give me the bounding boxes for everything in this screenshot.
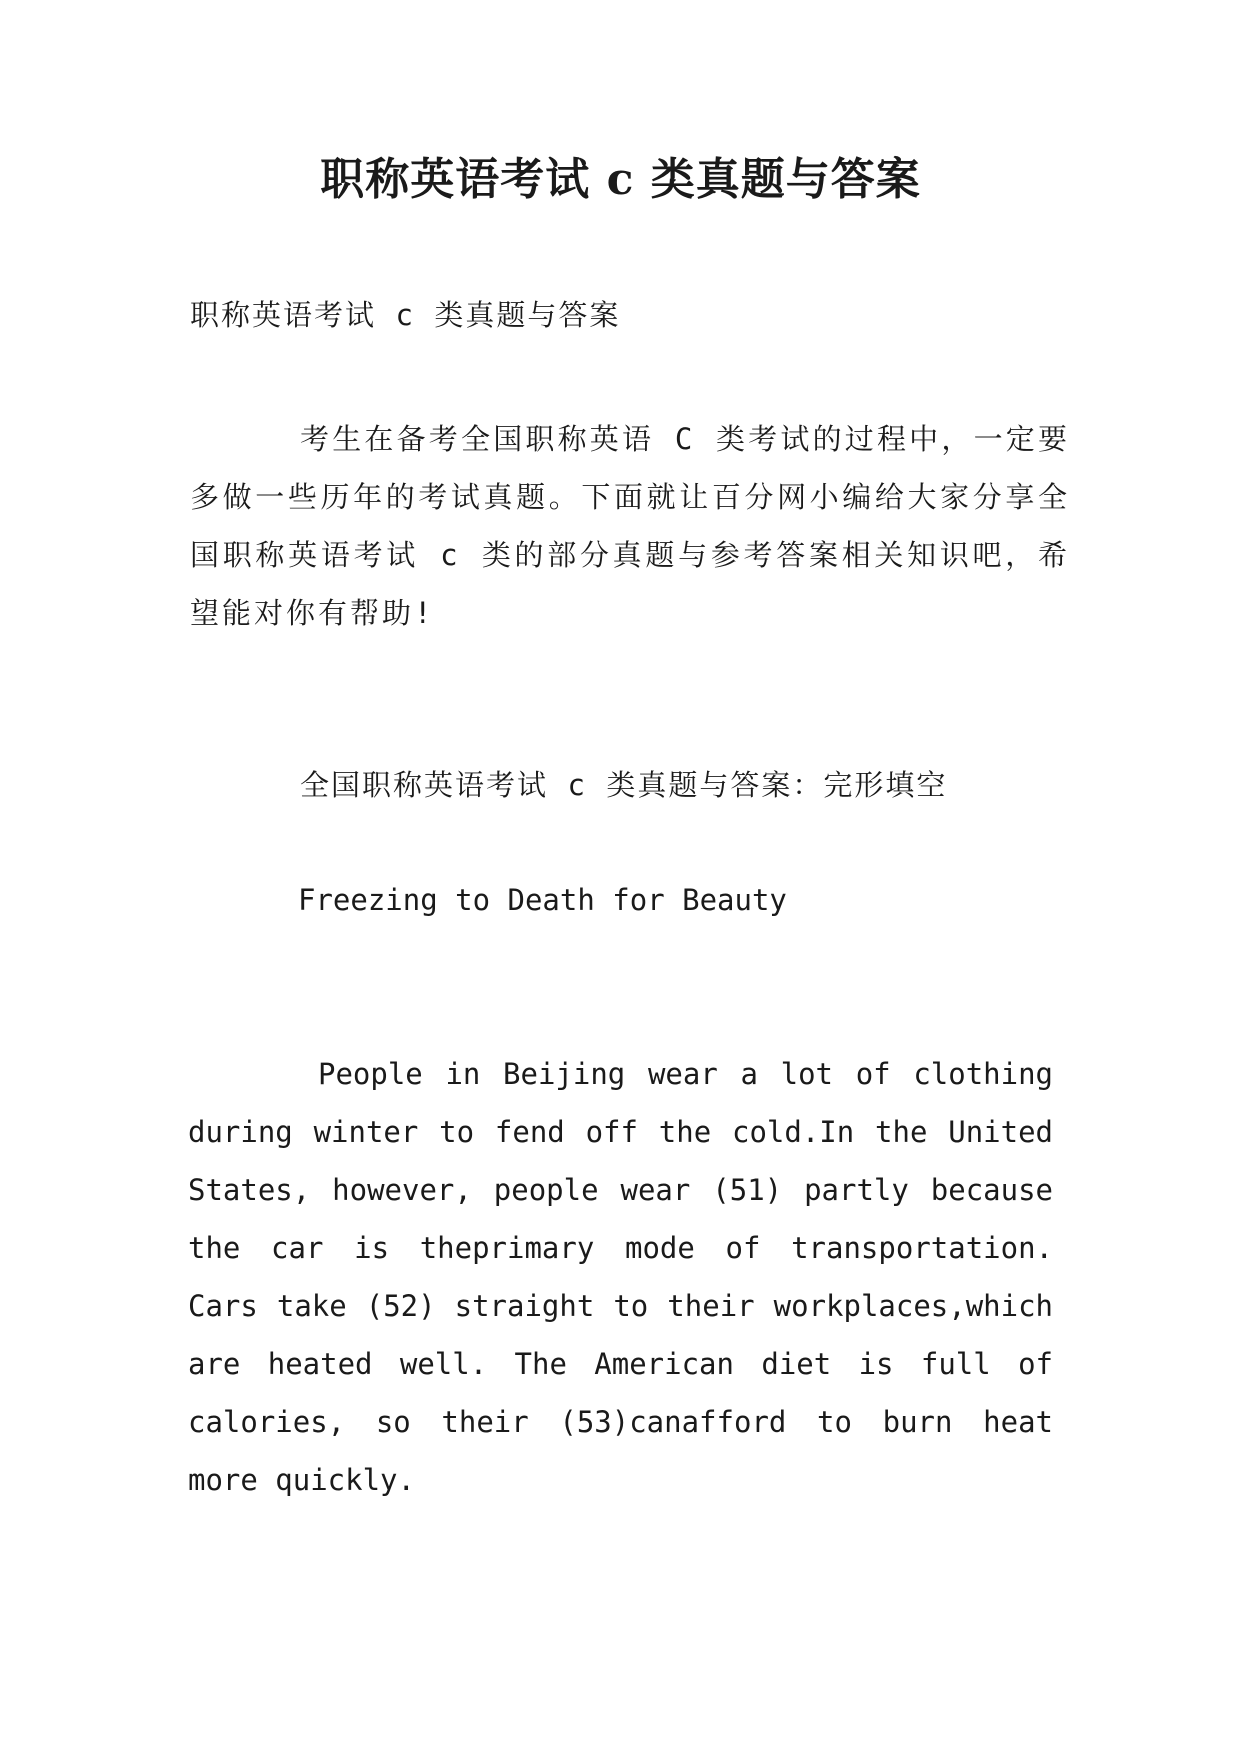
document-title: 职称英语考试 c 类真题与答案 [320,154,921,205]
intro-paragraph: 考生在备考全国职称英语 C 类考试的过程中，一定要多做一些历年的考试真题。下面就让百分网小编给大家分享全国职称英语考试 c 类的部分真题与参考答案相关知识吧，希望能对你有帮助! [190,422,1070,630]
section-heading: 全国职称英语考试 c 类真题与答案：完形填空 [300,768,948,802]
passage-paragraph: People in Beijing wear a lot of clothing during winter to fend off the cold.In the United States, however, people wear (51) partly because the car is theprimary mode of transportation. Cars take (52) straight to their workplaces,which are heated well. The American diet is full of calories, so their (53)canafford to burn heat more quickly. [188,1057,1053,1497]
document-subtitle: 职称英语考试 c 类真题与答案 [190,298,621,332]
passage-title: Freezing to Death for Beauty [298,883,787,917]
